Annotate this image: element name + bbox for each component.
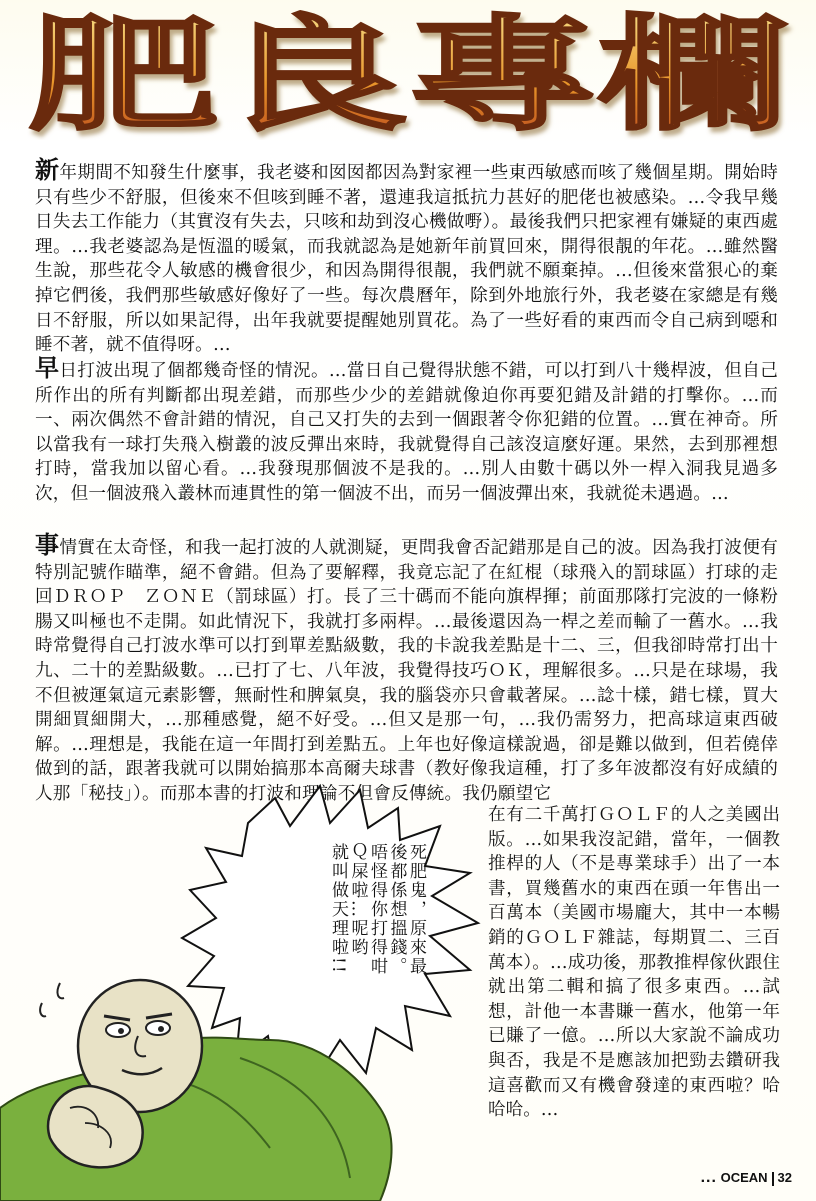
character-eye bbox=[106, 1023, 130, 1037]
paragraph-text: 年期間不知發生什麼事，我老婆和囡囡都因為對家裡一些東西敏感而咳了幾個星期。開始時只有些少不舒服，但後來不但咳到睡不著，還連我這抵抗力甚好的肥佬也被感染。…令我早幾日失去工作能力（其實沒有失去，只咳和劫到沒心機做嘢）。最後我們只把家裡有嫌疑的東西處理。…我老婆認為是恆溫的暖氣，而我就認為是她新年前買回來，開得很靚的年花。…雖然醫生說，那些花令人敏感的機會很少，和因為開得很靚，我們就不願棄掉。…但後來當狠心的棄掉它們後，我們那些敏感好像好了一些。每次農曆年，除到外地旅行外，我老婆在家總是有幾日不舒服，所以如果記得，出年我就要提醒她別買花。為了一些好看的東西而令自己病到噁和睡不著，就不值得呀。… bbox=[35, 163, 779, 356]
character-eye bbox=[146, 1021, 170, 1035]
article-paragraph-3 bbox=[35, 530, 779, 807]
page-title: 肥良專欄 bbox=[28, 4, 788, 140]
footer-separator bbox=[772, 1172, 774, 1186]
speech-bubble-text bbox=[283, 843, 425, 1033]
footer-dots: ... bbox=[700, 1169, 717, 1186]
speech-bubble-line: 死肥鬼，原來最 bbox=[406, 843, 426, 976]
column-title-banner bbox=[18, 0, 798, 140]
speech-bubble-line: Ｑ屎啦…呢哟 bbox=[347, 843, 368, 957]
speech-bubble-line: 唔怪得你打得咁 bbox=[367, 843, 387, 976]
speech-bubble-line: 後都係想搵錢。 bbox=[386, 843, 407, 976]
article-paragraph-4 bbox=[488, 803, 780, 1123]
paragraph-text: 情實在太奇怪，和我一起打波的人就測疑，更問我會否記錯那是自己的波。因為我打波便有特別記號作瞄準，絕不會錯。但為了要解釋，我竟忘記了在紅棍（球飛入的罰球區）打球的走回ＤＲＯＰ ＺＯＮＥ（罰球區）打。長了三十碼而不能向旗桿揮；前面那隊打完波的一條粉腸又叫極也不走開。如此情況下，我就打多兩桿。…最後還因為一桿之差而輸了一舊水。…我時常覺得自己打波水準可以打到單差點級數，我的卡說我差點是十二、三，但我卻時常打出十九、二十的差點級數。…已打了七、八年波，我覺得技巧ＯＫ，理解很多。…只是在球場，我不但被運氣這元素影響，無耐性和脾氣臭，我的腦袋亦只會載著屎。…諗十樣，錯七樣，買大開細買細開大，…那種感覺，絕不好受。…但又是那一句，…我仍需努力，把高球這東西破解。…理想是，我能在這一年間打到差點五。上年也好像這樣說過，卻是難以做到，但若僥倖做到的話，跟著我就可以開始搞那本高爾夫球書（教好像我這種，打了多年波都沒有好成績的人那「秘技」）。而那本書的打波和理論不但會反傳統。我仍願望它 bbox=[35, 538, 779, 804]
drop-cap: 事 bbox=[35, 530, 60, 559]
paragraph-text: 日打波出現了個都幾奇怪的情況。…當日自己覺得狀態不錯，可以打到八十幾桿波，但自己所作出的所有判斷都出現差錯，而那些少少的差錯就像迫你再要犯錯及計錯的打擊你。…而一、兩次偶然不會計錯的情況，自己又打失的去到一個跟著令你犯錯的位置。…實在神奇。所以當我有一球打失飛入樹叢的波反彈出來時，我就覺得自己該沒這麼好運。果然，去到那裡想打時，當我加以留心看。…我發現那個波不是我的。…別人由數十碼以外一桿入洞我見過多次，但一個波飛入叢林而連貫性的第一個波不出，而另一個波彈出來，我就從未遇過。… bbox=[35, 361, 779, 504]
drop-cap: 新 bbox=[35, 155, 60, 184]
page-footer bbox=[701, 1169, 792, 1187]
cartoon-illustration bbox=[0, 778, 510, 1201]
page-number: 32 bbox=[777, 1170, 792, 1185]
magazine-name: OCEAN bbox=[720, 1170, 768, 1185]
drop-cap: 早 bbox=[35, 353, 60, 382]
paragraph-text: 在有二千萬打ＧＯＬＦ的人之美國出版。…如果我沒記錯，當年，一個教推桿的人（不是專業球手）出了一本書，買幾舊水的東西在頭一年售出一百萬本（美國市場龐大，其中一本暢銷的ＧＯＬＦ雜誌，每期買二、三百萬本）。…成功後，那教推桿傢伙跟住就出第二輯和搞了很多東西。…試想，計他一本書賺一舊水，他第一年已賺了一億。…所以大家說不論成功與否，我是不是應該加把勁去鑽研我這喜歡而又有機會發達的東西啦？哈哈哈。… bbox=[488, 805, 780, 1121]
article-paragraph-1 bbox=[35, 155, 779, 358]
article-paragraph-2 bbox=[35, 353, 779, 507]
speech-bubble-line: 就叫做天理啦!! bbox=[328, 843, 348, 975]
